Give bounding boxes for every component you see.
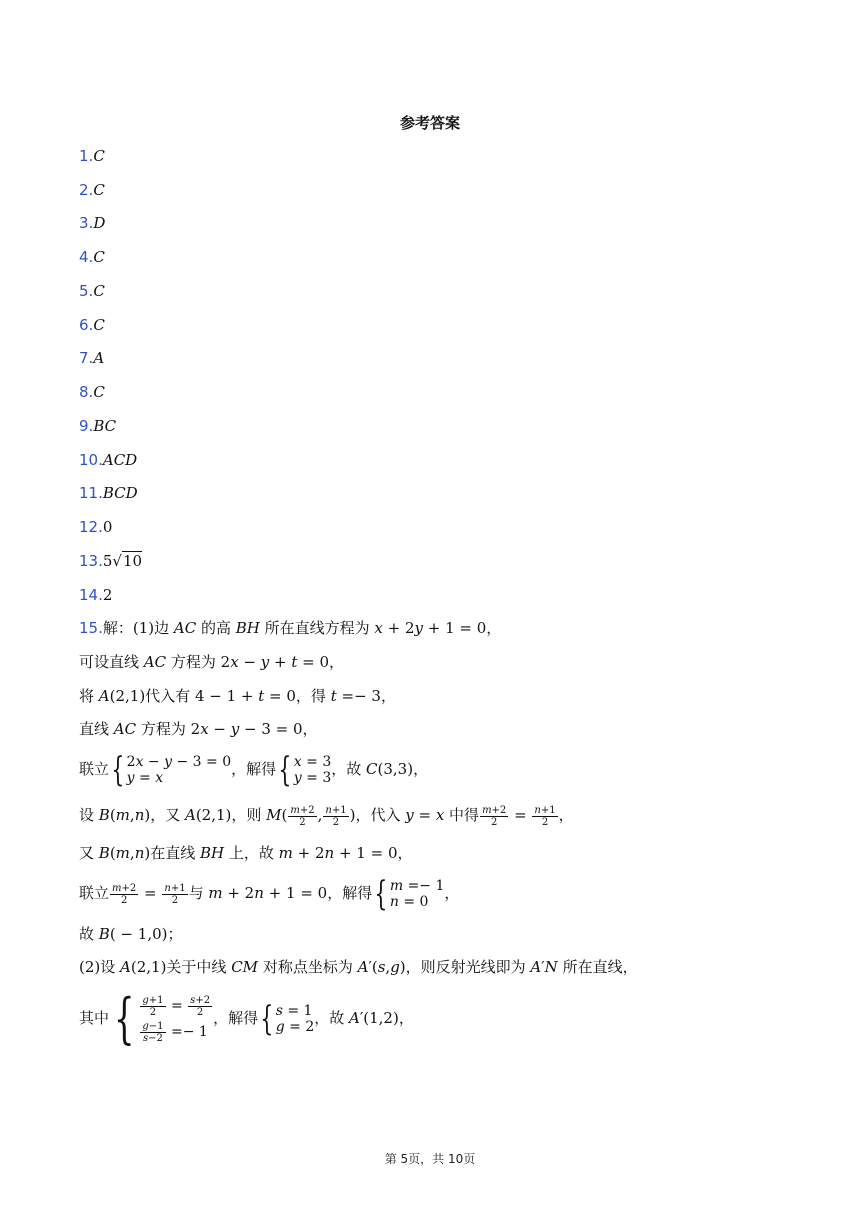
answer-number: 7. <box>79 349 94 367</box>
answer-value: BC <box>93 417 117 435</box>
answer-value: 5√10 <box>102 552 143 570</box>
answer-value: ACD <box>102 451 138 469</box>
q15-line-9: 故 B( − 1,0)； <box>79 925 183 943</box>
page-title: 参考答案 <box>399 114 460 132</box>
answer-item <box>79 315 105 335</box>
answer-number: 12. <box>79 518 103 536</box>
answer-item <box>79 551 142 571</box>
answer-item <box>79 213 105 233</box>
answer-number: 10. <box>79 451 103 469</box>
answer-value: 0 <box>102 518 113 536</box>
answer-value: D <box>93 214 106 232</box>
answer-item <box>79 450 137 470</box>
answer-item <box>79 517 112 537</box>
answer-item <box>79 416 116 436</box>
answer-item <box>79 146 105 166</box>
answer-number: 1. <box>79 147 94 165</box>
q15-line-4: 直线 AC 方程为 2x − y − 3 = 0， <box>79 720 318 738</box>
q15-line-6: 设 B(m,n)，又 A(2,1)，则 M( $\frac{m+2}{2}$ , $\frac{n+1}{2}$ )，代入 y = x 中得 $\frac{m+2}{2}$ = $\frac{n+1}{2}$ ， <box>79 804 574 828</box>
answer-value: C <box>93 282 105 300</box>
answer-value: C <box>93 383 105 401</box>
answer-number: 5. <box>79 282 94 300</box>
answer-number: 3. <box>79 214 94 232</box>
answer-value: C <box>93 181 105 199</box>
answer-number: 8. <box>79 383 94 401</box>
solution-text-1: 解：(1)边 AC 的高 BH 所在直线方程为 x + 2y + 1 = 0， <box>102 619 502 637</box>
answer-item <box>79 281 105 301</box>
answer-item <box>79 483 138 503</box>
answer-value: C <box>93 147 105 165</box>
question-number: 15. <box>79 619 103 637</box>
answer-item <box>79 247 105 267</box>
q15-line-2: 可设直线 AC 方程为 2x − y + t = 0， <box>79 653 345 671</box>
answer-number: 6. <box>79 316 94 334</box>
q15-line-10: (2)设 A(2,1)关于中线 CM 对称点坐标为 A′(s,g)，则反射光线即为 A′N 所在直线， <box>79 958 638 976</box>
q15-line-11: 其中{ $\frac{g+1}{2}$ = $\frac{s+2}{2}$ $\frac{g-1}{s-2}$ =− 1，解得{ s = 1 g = 2，故 A′(1,2)， <box>79 987 414 1050</box>
answer-number: 11. <box>79 484 103 502</box>
page-footer: 第 5页，共 10页 <box>384 1152 476 1166</box>
answer-item <box>79 585 112 605</box>
answer-item <box>79 382 105 402</box>
answer-item <box>79 348 104 368</box>
q15-line-5: 联立{ 2x − y − 3 = 0 y = x ，解得{ x = 3 y = 3，故 C(3,3)， <box>79 750 429 790</box>
answer-number: 2. <box>79 181 94 199</box>
q15-line-1 <box>79 618 501 638</box>
answer-number: 4. <box>79 248 94 266</box>
answer-number: 14. <box>79 586 103 604</box>
q15-line-8: 联立 $\frac{m+2}{2}$ = $\frac{n+1}{2}$ 与 m + 2n + 1 = 0，解得{ m =− 1 n = 0 ， <box>79 874 460 914</box>
answer-value: 2 <box>102 586 113 604</box>
answer-item <box>79 180 105 200</box>
q15-line-3: 将 A(2,1)代入有 4 − 1 + t = 0，得 t =− 3， <box>79 687 396 705</box>
answer-value: C <box>93 248 105 266</box>
answer-value: C <box>93 316 105 334</box>
answer-value: BCD <box>102 484 138 502</box>
sqrt-radicand: 10 <box>122 552 143 570</box>
answer-number: 13. <box>79 552 103 570</box>
answer-value: A <box>93 349 105 367</box>
answer-number: 9. <box>79 417 94 435</box>
q15-line-7: 又 B(m,n)在直线 BH 上，故 m + 2n + 1 = 0， <box>79 844 413 862</box>
